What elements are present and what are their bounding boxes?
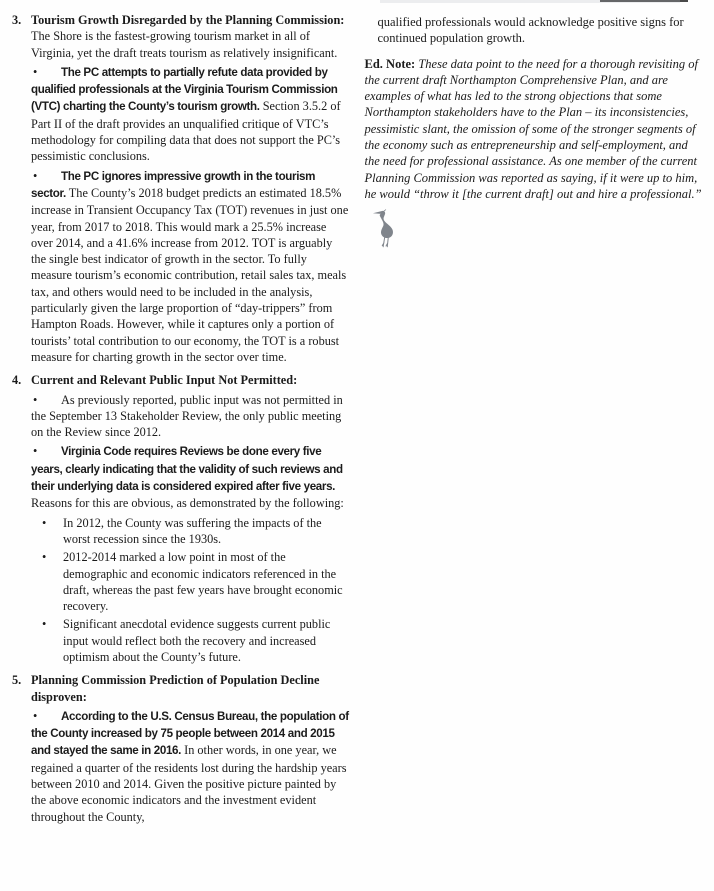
list-item-4 [8,372,350,665]
item-3-heading-paragraph [31,12,350,61]
item-number: 5. [12,673,22,688]
editor-note-paragraph [365,56,707,246]
item-number: 3. [12,13,22,27]
continuation-paragraph [365,14,707,47]
heron-icon [372,205,399,248]
bullet-icon: • [33,64,38,79]
bullet-paragraph [31,64,350,165]
bullet-icon: • [42,515,47,530]
editor-note-label: Ed. Note: [364,56,416,71]
item-5-heading-paragraph [31,672,350,705]
bullet-paragraph [31,392,350,441]
list-item-3 [8,12,350,365]
sub-bullet-item [31,549,350,614]
bullet-paragraph [31,443,350,511]
sub-bullet-text: 2012-2014 marked a low point in most of the demographic and economic indicators referenced in the draft, whereas the past few years have brought economic recovery. [63,550,343,614]
bullet-body-text: The County’s 2018 budget predicts an estimated 18.5% increase in Transient Occupancy Tax (TOT) revenues in just one year, from 2017 to 2018. This would mark a 25.5% increase over 2014, and a 41.6% increase from 2012. TOT is arguably the single best indicator of growth in the sector. To fully measure tourism’s economic contribution, retail sales tax, meals tax, and others would need to be included in the analysis, particularly given the large proportion of “day-trippers” from Hampton Roads. However, while it captures only a portion of tourists’ total contribution to our economy, the TOT is a robust measure for charting growth in the sector over time. [31,185,349,364]
item-heading: Planning Commission Prediction of Population Decline disproven: [31,673,320,704]
sub-bullet-item [31,616,350,665]
sub-bullet-text: In 2012, the County was suffering the impacts of the worst recession since the 1930s. [63,515,322,546]
bullet-body-text: Section 3.5.2 of Part II of the draft provides an unqualified critique of VTC’s methodology for compiling data that does not support the PC’s pessimistic conclusions. [31,99,341,164]
bullet-icon: • [33,392,38,407]
bullet-icon: • [42,550,47,565]
bullet-paragraph [31,708,350,825]
right-column [365,12,707,891]
bullet-lead-text: The PC attempts to partially refute data provided by qualified professionals at the Virginia Tourism Commission (VTC) charting the County’s tourism growth. [31,65,338,114]
bullet-lead-text: According to the U.S. Census Bureau, the population of the County increased by 75 people between 2014 and 2015 and stayed the same in 2016. [31,709,349,758]
sub-bullet-list [31,515,350,666]
continuation-text: qualified professionals would acknowledge positive signs for continued population growth. [377,15,684,46]
bullet-lead-text: Virginia Code requires Reviews be done every five years, clearly indicating that the validity of such reviews and their underlying data is considered expired after five years. [31,445,343,494]
editor-note-text: These data point to the need for a thorough revisiting of the current draft Northampton Comprehensive Plan, and are examples of what has led to the strong objections that some Northampton stakeholders have to the Plan – its inconsistencies, pessimistic slant, the omission of some of the stronger segments of the economy such as entrepreneurship and self-employment, and the need for professional assistance. As one member of the current Planning Commission was reported as saying, if it were up to him, he would “throw it [the current draft] out and hire a professional.” [364,56,702,201]
left-column [8,12,350,891]
bullet-icon: • [42,617,47,632]
list-item-5 [8,672,350,825]
bullet-body-text: In other words, in one year, we regained a quarter of the residents lost during the hardship years between 2010 and 2014. Given the positive picture painted by the above economic indicators and the investment evident throughout the County, [31,743,347,824]
item-4-heading-paragraph [31,372,350,388]
bullet-paragraph [31,168,350,366]
bullet-icon: • [33,444,38,459]
sub-bullet-item [31,515,350,548]
item-heading: Current and Relevant Public Input Not Permitted: [31,373,298,388]
cropped-text-smudge [380,0,680,3]
sub-bullet-text: Significant anecdotal evidence suggests current public input would reflect both the recovery and increased optimism about the County’s future. [63,617,331,664]
bullet-icon: • [33,708,38,723]
item-number: 4. [12,373,22,388]
item-intro-text: The Shore is the fastest-growing tourism market in all of Virginia, yet the draft treats tourism as relatively insignificant. [31,29,338,60]
bullet-lead-text: The PC ignores impressive growth in the tourism sector. [31,169,316,200]
item-heading: Tourism Growth Disregarded by the Planning Commission: [31,13,345,27]
bullet-icon: • [33,168,38,183]
bullet-body-text: Reasons for this are obvious, as demonstrated by the following: [31,496,344,511]
bullet-body-text: As previously reported, public input was not permitted in the September 13 Stakeholder Review, the only public meeting on the Review since 2012. [31,392,343,440]
